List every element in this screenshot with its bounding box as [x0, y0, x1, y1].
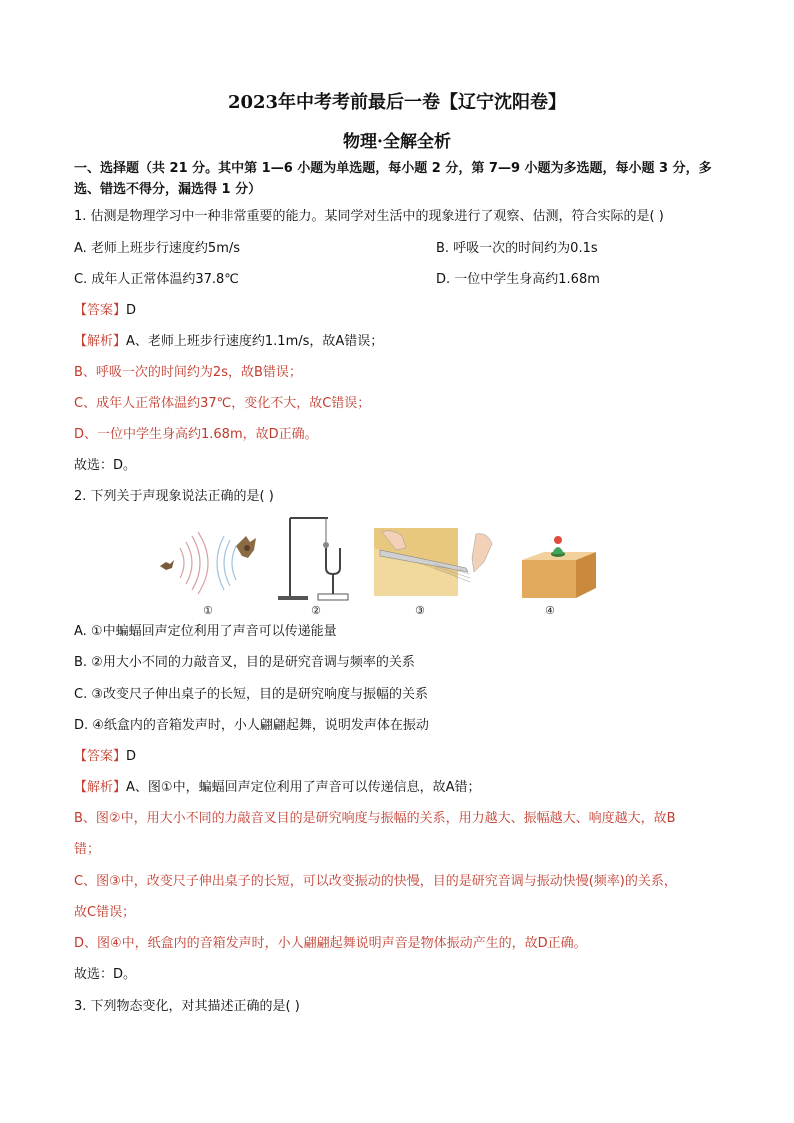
q2-analysis-a: A、图①中，蝙蝠回声定位利用了声音可以传递信息，故A错；: [126, 780, 481, 795]
dancing-figure-icon: [552, 547, 564, 554]
bat-echolocation-figure: [158, 528, 258, 598]
q3-stem: 3. 下列物态变化，对其描述正确的是( ): [74, 999, 300, 1014]
hand-icon: [472, 534, 492, 572]
q2-answer: D: [126, 749, 137, 764]
figure-label-1: ①: [203, 604, 213, 617]
q2-analysis-b-line1: B、图②中，用大小不同的力敲音叉目的是研究响度与振幅的关系，用力越大、振幅越大、响度越大，故B: [74, 811, 676, 826]
q1-analysis-b: B、呼吸一次的时间约为2s，故B错误；: [74, 365, 302, 380]
small-bat-icon: [160, 560, 174, 570]
figure-label-4: ④: [545, 604, 555, 617]
tuning-fork-figure: [270, 512, 360, 602]
q1-analysis-c: C、成年人正常体温约37℃，变化不大，故C错误；: [74, 396, 371, 411]
figure-label-2: ②: [311, 604, 321, 617]
q1-answer-row: [74, 302, 136, 320]
q1-answer-tag: 【答案】: [74, 303, 127, 318]
q2-conclusion: 故选：D。: [74, 967, 137, 982]
q2-answer-tag: 【答案】: [74, 749, 127, 764]
exam-title: 2023年中考考前最后一卷【辽宁沈阳卷】: [227, 92, 567, 113]
figure-label-3: ③: [415, 604, 425, 617]
q2-analysis-b-line2: 错；: [74, 842, 101, 857]
q1-conclusion: 故选：D。: [74, 458, 137, 473]
q2-analysis-c-line1: C、图③中，改变尺子伸出桌子的长短，可以改变振动的快慢，目的是研究音调与振动快慢(频率)的关系，: [74, 874, 677, 889]
q2-analysis-a-row: [74, 779, 480, 797]
exam-subtitle: 物理·全解全析: [343, 132, 451, 152]
q2-option-a: A. ①中蝙蝠回声定位利用了声音可以传递能量: [74, 624, 337, 639]
q1-option-a: A. 老师上班步行速度约5m/s: [74, 241, 241, 256]
section-heading-line1: 一、选择题（共 21 分。其中第 1—6 小题为单选题，每小题 2 分，第 7—9 小题为多选题，每小题 3 分，多: [74, 161, 712, 176]
q1-option-b: B. 呼吸一次的时间约为0.1s: [436, 241, 598, 256]
q1-option-c: C. 成年人正常体温约37.8℃: [74, 272, 239, 287]
q2-analysis-tag: 【解析】: [74, 780, 127, 795]
q1-analysis-tag: 【解析】: [74, 334, 127, 349]
q1-option-d: D. 一位中学生身高约1.68m: [436, 272, 600, 287]
q2-analysis-c-line2: 故C错误；: [74, 905, 136, 920]
q2-analysis-d: D、图④中，纸盒内的音箱发声时，小人翩翩起舞说明声音是物体振动产生的，故D正确。: [74, 936, 587, 951]
paper-box-speaker-figure: [516, 530, 600, 600]
q1-analysis-a-row: [74, 333, 383, 351]
q1-stem: 1. 估测是物理学习中一种非常重要的能力。某同学对生活中的现象进行了观察、估测，符合实际的是( ): [74, 209, 664, 224]
q1-analysis-a: A、老师上班步行速度约1.1m/s，故A错误；: [126, 334, 384, 349]
ruler-vibration-figure: [374, 528, 494, 596]
q2-stem: 2. 下列关于声现象说法正确的是( ): [74, 489, 274, 504]
q2-option-d: D. ④纸盒内的音箱发声时，小人翩翩起舞，说明发声体在振动: [74, 718, 429, 733]
q2-option-b: B. ②用大小不同的力敲音叉，目的是研究音调与频率的关系: [74, 655, 415, 670]
section-heading-line2: 选、错选不得分，漏选得 1 分）: [74, 182, 262, 197]
q1-answer: D: [126, 303, 137, 318]
q2-answer-row: [74, 748, 136, 766]
q1-analysis-d: D、一位中学生身高约1.68m，故D正确。: [74, 427, 318, 442]
q2-option-c: C. ③改变尺子伸出桌子的长短，目的是研究响度与振幅的关系: [74, 687, 428, 702]
